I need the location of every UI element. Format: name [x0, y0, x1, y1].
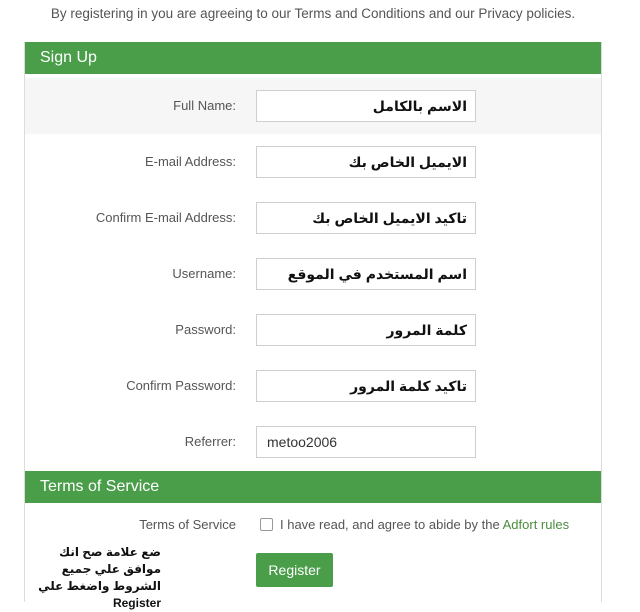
confirm-password-input[interactable]: تاكيد كلمة المرور — [256, 370, 476, 402]
referrer-label: Referrer: — [184, 434, 236, 449]
adfort-rules-link[interactable]: Adfort rules — [502, 517, 570, 532]
email-input[interactable]: الايميل الخاص بك — [256, 146, 476, 178]
registration-notice: By registering in you are agreeing to our Terms and Conditions and our Privacy policies. — [50, 6, 576, 21]
agree-text-container — [280, 517, 569, 532]
terms-header: Terms of Service — [25, 471, 601, 503]
password-row — [25, 302, 601, 358]
confirm-email-input[interactable]: تاكيد الايميل الخاص بك — [256, 202, 476, 234]
full-name-label: Full Name: — [173, 98, 236, 113]
confirm-email-row — [25, 190, 601, 246]
username-input[interactable]: اسم المستخدم في الموقع — [256, 258, 476, 290]
username-row — [25, 246, 601, 302]
email-row — [25, 134, 601, 190]
terms-label: Terms of Service — [139, 517, 236, 532]
username-label: Username: — [172, 266, 236, 281]
signup-header: Sign Up — [25, 42, 601, 74]
referrer-row — [25, 414, 601, 470]
password-label: Password: — [175, 322, 236, 337]
registration-form — [24, 42, 602, 610]
register-button[interactable]: Register — [256, 553, 333, 587]
confirm-email-label: Confirm E-mail Address: — [95, 210, 236, 225]
full-name-input[interactable]: الاسم بالكامل — [256, 90, 476, 122]
email-label: E-mail Address: — [144, 154, 236, 169]
arabic-instruction: ضع علامة صح انك موافق علي جميع الشروط واضغط علي Register — [38, 545, 161, 610]
agree-checkbox[interactable] — [260, 518, 273, 531]
referrer-input[interactable]: metoo2006 — [256, 426, 476, 458]
confirm-password-label: Confirm Password: — [126, 378, 236, 393]
agree-text: I have read, and agree to abide by the — [280, 517, 500, 532]
confirm-password-row — [25, 358, 601, 414]
password-input[interactable]: كلمة المرور — [256, 314, 476, 346]
full-name-row — [25, 78, 601, 134]
